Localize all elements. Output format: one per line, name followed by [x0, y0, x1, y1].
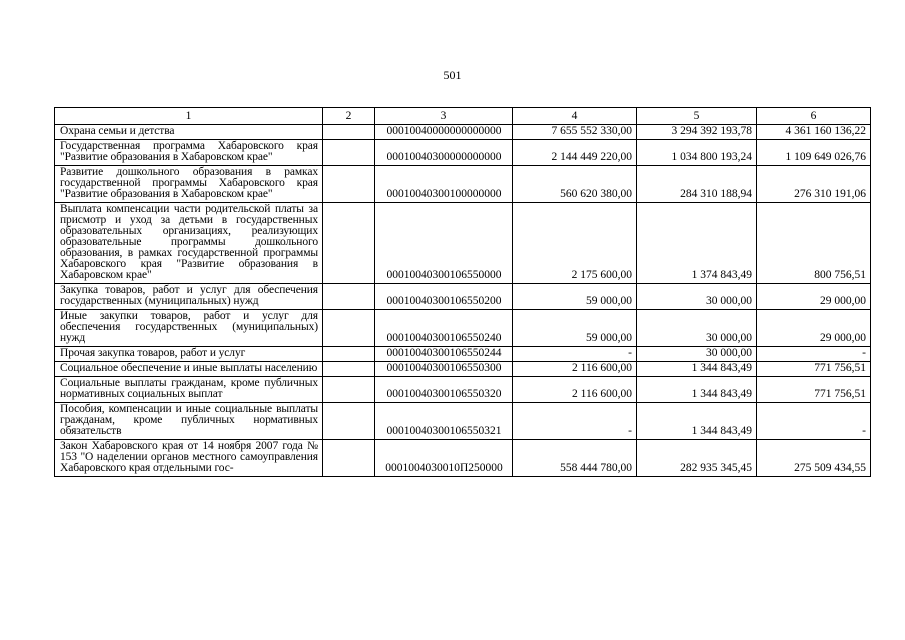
row-value-4: -: [513, 347, 637, 362]
column-header-6: 6: [757, 108, 871, 125]
row-name: Социальные выплаты гражданам, кроме публичных нормативных социальных выплат: [55, 377, 323, 403]
row-value-4: 2 116 600,00: [513, 362, 637, 377]
row-value-4: 2 116 600,00: [513, 377, 637, 403]
table-row: [55, 347, 871, 362]
column-header-5: 5: [637, 108, 757, 125]
row-value-5: 1 374 843,49: [637, 203, 757, 284]
row-name: Закон Хабаровского края от 14 ноября 2007 года № 153 "О наделении органов местного самоуправления Хабаровского края отдельными гос-: [55, 440, 323, 477]
row-code: 00010040300106550320: [375, 377, 513, 403]
row-code: 00010040300000000000: [375, 140, 513, 166]
row-col2: [323, 203, 375, 284]
row-name: Иные закупки товаров, работ и услуг для обеспечения государственных (муниципальных) нужд: [55, 310, 323, 347]
table-row: [55, 403, 871, 440]
row-value-6: 276 310 191,06: [757, 166, 871, 203]
column-header-2: 2: [323, 108, 375, 125]
row-col2: [323, 440, 375, 477]
row-value-5: 30 000,00: [637, 347, 757, 362]
row-value-5: 1 034 800 193,24: [637, 140, 757, 166]
table-row: [55, 166, 871, 203]
table-header-row: [55, 108, 871, 125]
row-value-4: 2 175 600,00: [513, 203, 637, 284]
row-code: 00010040300106550240: [375, 310, 513, 347]
row-name: Охрана семьи и детства: [55, 125, 323, 140]
row-value-5: 1 344 843,49: [637, 377, 757, 403]
row-code: 00010040300106550300: [375, 362, 513, 377]
budget-table: [54, 107, 871, 477]
row-name: Закупка товаров, работ и услуг для обеспечения государственных (муниципальных) нужд: [55, 284, 323, 310]
row-value-4: 59 000,00: [513, 284, 637, 310]
row-col2: [323, 310, 375, 347]
row-value-5: 30 000,00: [637, 310, 757, 347]
row-value-4: 59 000,00: [513, 310, 637, 347]
row-value-5: 3 294 392 193,78: [637, 125, 757, 140]
row-value-6: -: [757, 347, 871, 362]
table-row: [55, 125, 871, 140]
row-name: Социальное обеспечение и иные выплаты населению: [55, 362, 323, 377]
row-code: 00010040000000000000: [375, 125, 513, 140]
column-header-4: 4: [513, 108, 637, 125]
row-value-5: 1 344 843,49: [637, 403, 757, 440]
row-name: Выплата компенсации части родительской платы за присмотр и уход за детьми в государственных образовательных организациях, реализующих образовательные программы дошкольного образования, в рамках государственной программы Хабаровского края "Развитие образования в Хабаровском крае": [55, 203, 323, 284]
row-code: 00010040300106550244: [375, 347, 513, 362]
column-header-1: 1: [55, 108, 323, 125]
table-row: [55, 203, 871, 284]
row-value-4: 7 655 552 330,00: [513, 125, 637, 140]
row-value-6: 4 361 160 136,22: [757, 125, 871, 140]
row-col2: [323, 347, 375, 362]
row-value-4: 2 144 449 220,00: [513, 140, 637, 166]
row-code: 00010040300106550000: [375, 203, 513, 284]
row-col2: [323, 140, 375, 166]
table-row: [55, 310, 871, 347]
row-code: 00010040300100000000: [375, 166, 513, 203]
table-row: [55, 140, 871, 166]
row-name: Развитие дошкольного образования в рамках государственной программы Хабаровского края "Развитие образования в Хабаровском крае": [55, 166, 323, 203]
page-number: 501: [443, 68, 462, 82]
row-col2: [323, 166, 375, 203]
row-value-6: 1 109 649 026,76: [757, 140, 871, 166]
table-row: [55, 284, 871, 310]
table-row: [55, 440, 871, 477]
row-code: 00010040300106550321: [375, 403, 513, 440]
row-value-6: 771 756,51: [757, 377, 871, 403]
column-header-3: 3: [375, 108, 513, 125]
row-code: 00010040300106550200: [375, 284, 513, 310]
row-name: Пособия, компенсации и иные социальные выплаты гражданам, кроме публичных нормативных обязательств: [55, 403, 323, 440]
row-value-5: 284 310 188,94: [637, 166, 757, 203]
row-value-6: 800 756,51: [757, 203, 871, 284]
row-name: Прочая закупка товаров, работ и услуг: [55, 347, 323, 362]
row-col2: [323, 377, 375, 403]
row-name: Государственная программа Хабаровского края "Развитие образования в Хабаровском крае": [55, 140, 323, 166]
row-value-4: 558 444 780,00: [513, 440, 637, 477]
table-row: [55, 362, 871, 377]
row-col2: [323, 125, 375, 140]
row-code: 0001004030010П250000: [375, 440, 513, 477]
row-value-6: 275 509 434,55: [757, 440, 871, 477]
row-value-6: 29 000,00: [757, 284, 871, 310]
row-value-5: 1 344 843,49: [637, 362, 757, 377]
table-row: [55, 377, 871, 403]
row-value-6: 771 756,51: [757, 362, 871, 377]
row-col2: [323, 362, 375, 377]
row-value-5: 30 000,00: [637, 284, 757, 310]
row-col2: [323, 403, 375, 440]
row-value-6: -: [757, 403, 871, 440]
row-value-4: -: [513, 403, 637, 440]
row-value-6: 29 000,00: [757, 310, 871, 347]
row-value-4: 560 620 380,00: [513, 166, 637, 203]
row-col2: [323, 284, 375, 310]
row-value-5: 282 935 345,45: [637, 440, 757, 477]
